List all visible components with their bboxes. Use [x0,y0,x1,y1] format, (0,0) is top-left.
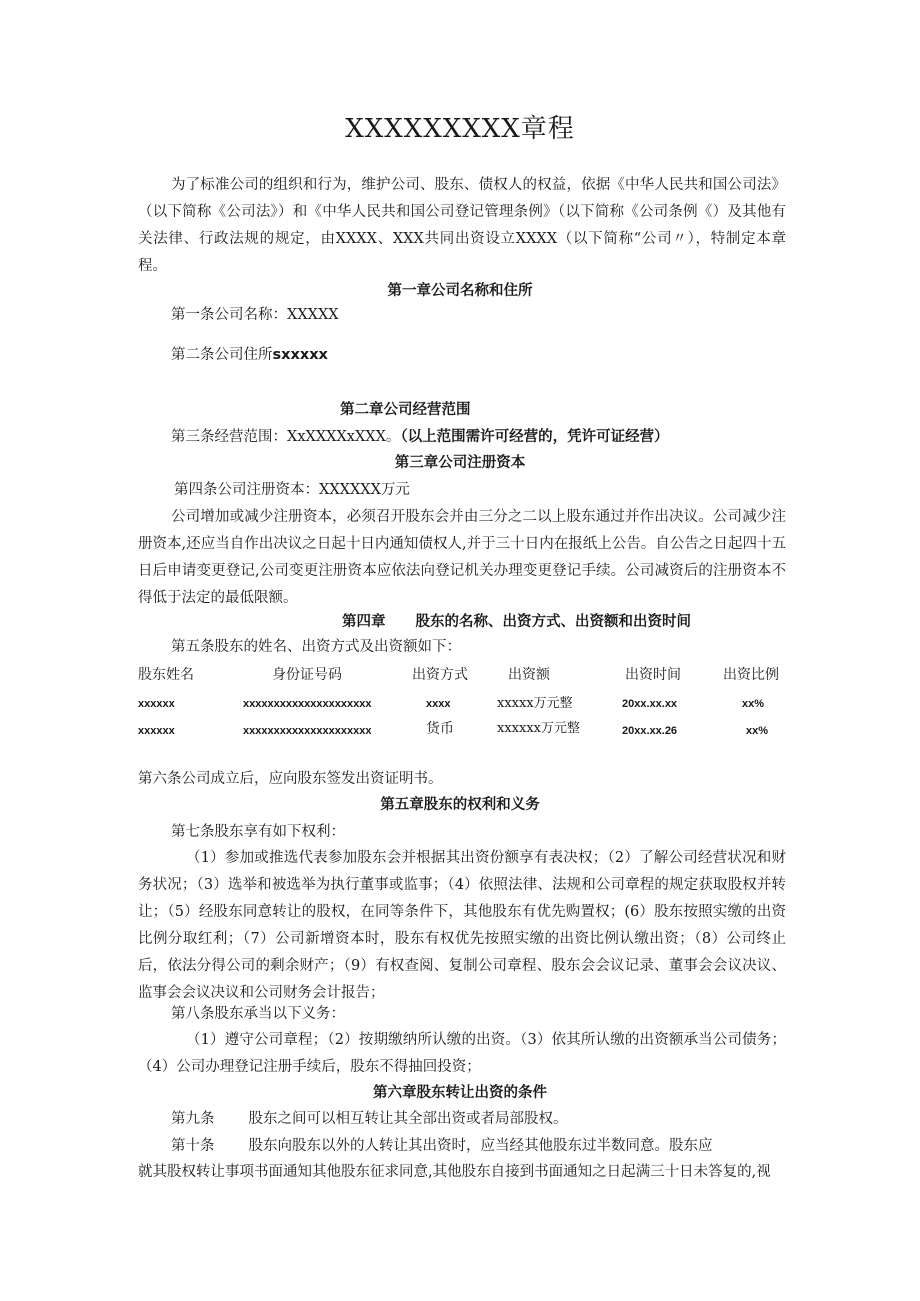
article-2-label: 第二条公司住所 [171,347,273,363]
chapter-5-heading: 第五章股东的权利和义务 [380,797,540,813]
table-header-id: 身份证号码 [272,667,342,683]
chapter-2-heading: 第二章公司经营范围 [340,402,471,418]
document-title: XXXXXXXXX章程 [345,114,575,144]
table-header-amount: 出资额 [508,667,550,683]
rights-paragraph: （1）参加或推选代表参加股东会并根据其出资份额享有表决权；（2）了解公司经营状况和财务状况；（3）选举和被选举为执行董事或监事；（4）依照法律、法规和公司章程的规定获取股权并转让；（5）经股东同意转让的股权，在同等条件下，其他股东有优先购置权；(6）股东按照实缴的出资比例分取红利；（7）公司新增资本时，股东有权优先按照实缴的出资比例认缴出资；（8）公司终止后，依法分得公司的剩余财产；（9）有权查阅、复制公司章程、股东会会议记录、董事会会议决议、监事会会议决议和公司财务会计报告； [138,850,786,1001]
capital-paragraph: 公司增加或减少注册资本，必须召开股东会并由三分之二以上股东通过并作出决议。公司减少注册资本,还应当自作出决议之日起十日内通知债权人,并于三十日内在报纸上公告。自公告之日起四十五日后申请变更登记,公司变更注册资本应依法向登记机关办理变更登记手续。公司减资后的注册资本不得低于法定的最低限额。 [138,509,786,606]
table-row-1-id: xxxxxxxxxxxxxxxxxxxxx [243,698,372,710]
article-7: 第七条股东享有如下权利： [171,824,345,840]
table-row-2-amount: xxxxxx万元整 [497,721,580,736]
table-row-1-date: 20xx.xx.xx [622,698,678,710]
article-6: 第六条公司成立后，应向股东签发出资证明书。 [138,771,443,787]
table-header-date: 出资时间 [625,667,681,683]
article-10-label: 第十条 [171,1138,215,1154]
article-2-value: sxxxxx [272,347,328,363]
article-2 [171,344,328,366]
table-row-2-method: 货币 [426,721,454,737]
duties-paragraph: （1）遵守公司章程；（2）按期缴纳所认缴的出资。（3）依其所认缴的出资额承当公司债务；（4）公司办理登记注册手续后，股东不得抽回投资； [138,1032,786,1075]
article-10-text: 股东向股东以外的人转让其出资时，应当经其他股东过半数同意。股东应 [248,1138,713,1154]
table-row-1-amount: xxxxx万元整 [497,696,573,711]
table-row-2-date: 20xx.xx.26 [622,725,678,737]
article-9-label: 第九条 [171,1111,215,1127]
table-row-2-id: xxxxxxxxxxxxxxxxxxxxx [243,725,372,737]
preamble-paragraph: 为了标准公司的组织和行为，维护公司、股东、债权人的权益，依据《中华人民共和国公司法》（以下简称《公司法》）和《中华人民共和国公司登记管理条例》（以下简称《公司条例《）及其他有关法律、行政法规的规定，由XXXX、XXX共同出资设立XXXX（以下简称“公司〃），特制定本章程。 [138,177,786,274]
table-row-1-name: xxxxxx [138,698,175,710]
chapter-1-heading: 第一章公司名称和住所 [387,283,533,299]
article-5: 第五条股东的姓名、出资方式及出资额如下： [171,639,461,655]
table-row-1-ratio: xx% [742,698,765,710]
article-9-text: 股东之间可以相互转让其全部出资或者局部股权。 [248,1111,568,1127]
article-4: 第四条公司注册资本：XXXXXX万元 [174,482,410,498]
table-row-1-method: xxxx [426,698,451,710]
chapter-4-title: 股东的名称、出资方式、出资额和出资时间 [415,614,691,630]
table-header-name: 股东姓名 [138,667,194,683]
article-8: 第八条股东承当以下义务： [171,1006,345,1022]
table-header-ratio: 出资比例 [723,667,779,683]
chapter-4-prefix: 第四章 [342,614,386,630]
article-10-continuation: 就其股权转让事项书面通知其他股东征求同意,其他股东自接到书面通知之日起满三十日未答复的,视 [138,1164,771,1180]
table-header-method: 出资方式 [412,667,468,683]
article-3 [171,426,669,448]
article-9 [171,1108,568,1130]
chapter-3-heading: 第三章公司注册资本 [394,455,526,471]
chapter-6-heading: 第六章股东转让出资的条件 [373,1085,547,1101]
table-row-2-name: xxxxxx [138,725,175,737]
table-row-2-ratio: xx% [746,725,769,737]
chapter-4-heading [342,611,691,633]
article-1: 第一条公司名称：XXXXX [171,307,339,323]
article-3-note: （以上范围需许可经营的，凭许可证经营） [400,429,669,445]
article-3-text: 第三条经营范围：XxXXXXxXXX。 [171,429,401,445]
article-10 [171,1135,713,1157]
